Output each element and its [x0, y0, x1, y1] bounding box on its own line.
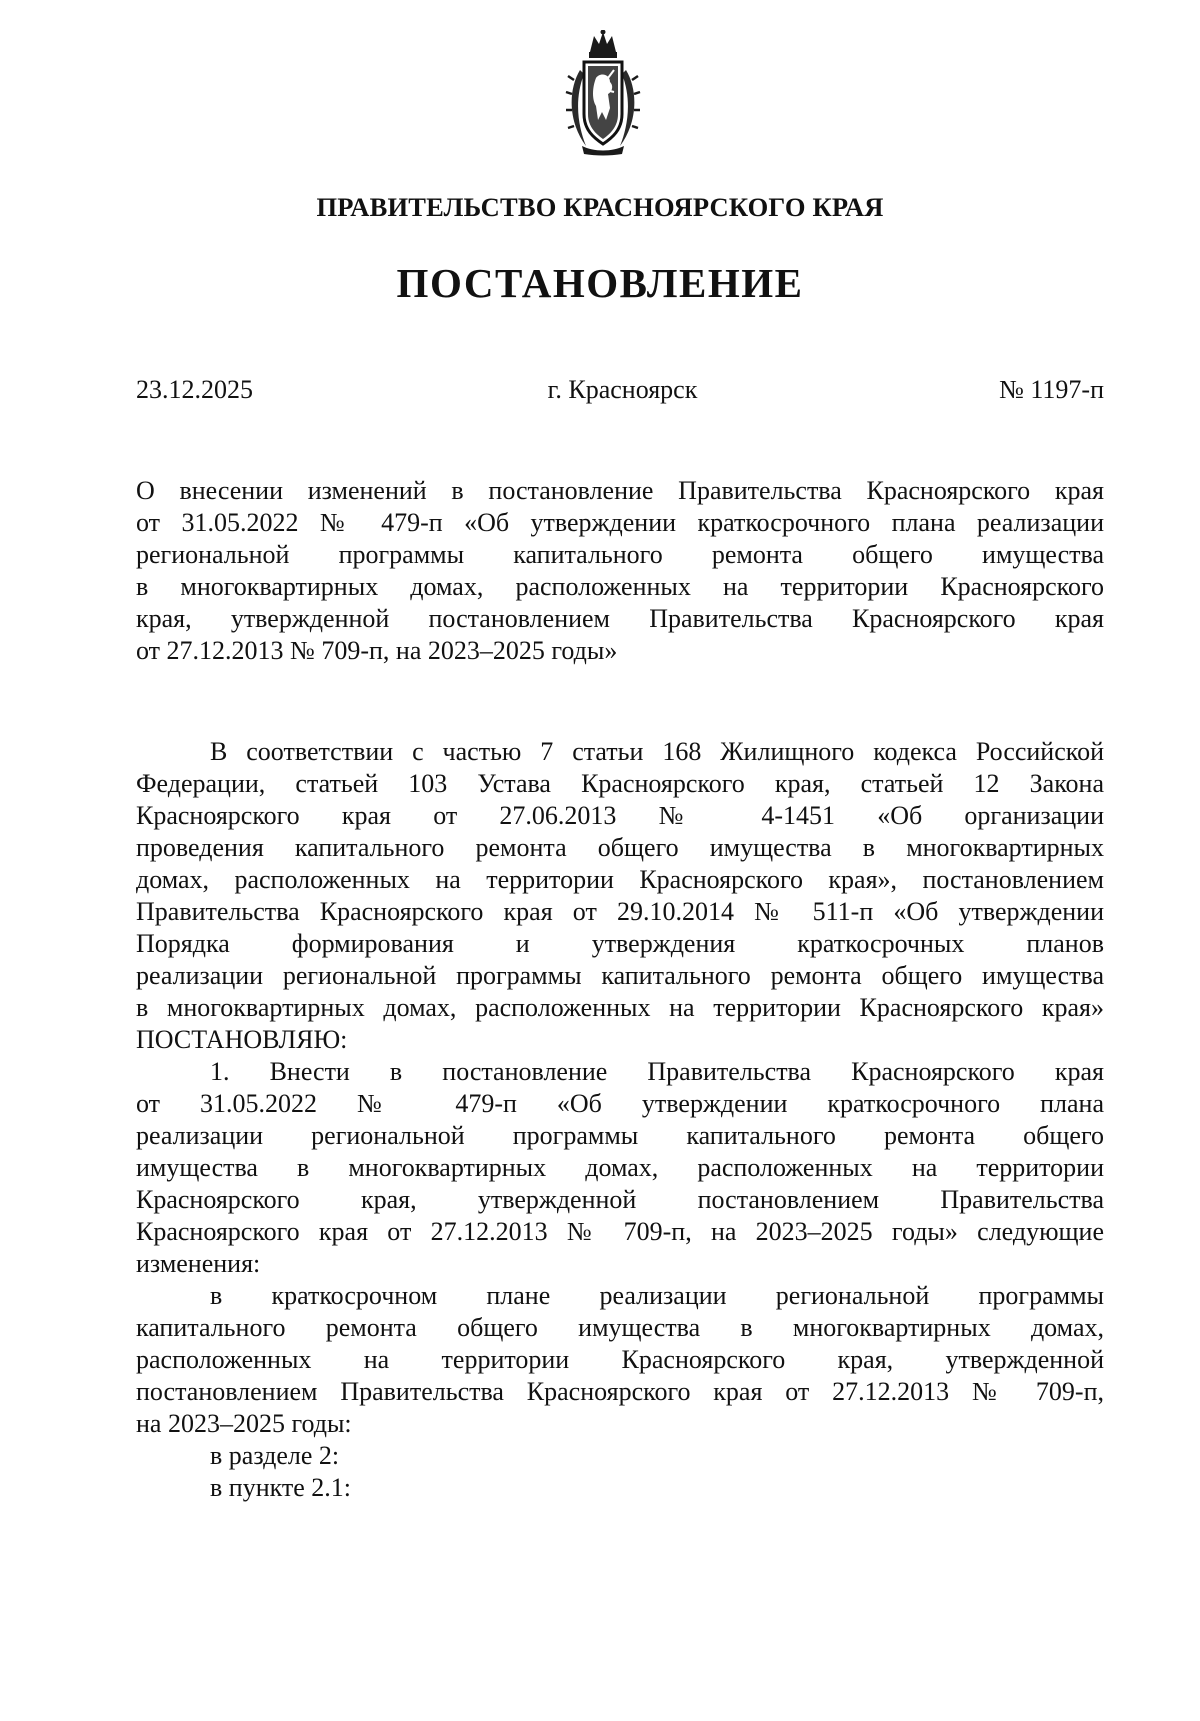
preamble-line: Правительства Красноярского края от 29.10.2014 № 511-п «Об утверждении	[136, 897, 1104, 926]
title-line: от 31.05.2022 № 479-п «Об утверждении краткосрочного плана реализации	[136, 508, 1104, 537]
preamble-line: проведения капитального ремонта общего имущества в многоквартирных	[136, 833, 1104, 862]
document-date: 23.12.2025	[136, 375, 253, 404]
title-line: в многоквартирных домах, расположенных на территории Красноярского	[136, 572, 1104, 601]
preamble-line: Федерации, статьей 103 Устава Красноярского края, статьей 12 Закона	[136, 769, 1104, 798]
item-1-line: Красноярского края, утвержденной постановлением Правительства	[136, 1185, 1104, 1214]
section-ref: в разделе 2:	[210, 1441, 340, 1470]
item-1-line: от 31.05.2022 № 479-п «Об утверждении краткосрочного плана	[136, 1089, 1104, 1118]
item-1-line: реализации региональной программы капитального ремонта общего	[136, 1121, 1104, 1150]
item-1-line: 1. Внести в постановление Правительства Красноярского края	[210, 1057, 1104, 1086]
organization-name: ПРАВИТЕЛЬСТВО КРАСНОЯРСКОГО КРАЯ	[316, 192, 884, 222]
changes-line: расположенных на территории Красноярского края, утвержденной	[136, 1345, 1104, 1374]
resolve-word: ПОСТАНОВЛЯЮ:	[136, 1025, 348, 1054]
document-city: г. Красноярск	[547, 375, 698, 404]
title-line: от 27.12.2013 № 709-п, на 2023–2025 годы»	[136, 636, 618, 665]
title-line: края, утвержденной постановлением Правительства Красноярского края	[136, 604, 1104, 633]
preamble-line: Порядка формирования и утверждения краткосрочных планов	[136, 929, 1104, 958]
coat-of-arms-icon	[564, 30, 642, 156]
preamble-line: В соответствии с частью 7 статьи 168 Жилищного кодекса Российской	[210, 737, 1104, 766]
document-type: ПОСТАНОВЛЕНИЕ	[396, 260, 804, 306]
document-number: № 1197-п	[999, 375, 1104, 404]
item-1-line: имущества в многоквартирных домах, расположенных на территории	[136, 1153, 1104, 1182]
preamble-line: домах, расположенных на территории Красноярского края», постановлением	[136, 865, 1104, 894]
preamble-line: реализации региональной программы капитального ремонта общего имущества	[136, 961, 1104, 990]
title-line: региональной программы капитального ремонта общего имущества	[136, 540, 1104, 569]
clause-ref: в пункте 2.1:	[210, 1473, 352, 1502]
preamble-line: Красноярского края от 27.06.2013 № 4-1451 «Об организации	[136, 801, 1104, 830]
changes-line: капитального ремонта общего имущества в многоквартирных домах,	[136, 1313, 1104, 1342]
item-1-line: Красноярского края от 27.12.2013 № 709-п, на 2023–2025 годы» следующие	[136, 1217, 1104, 1246]
changes-line: на 2023–2025 годы:	[136, 1409, 352, 1438]
item-1-line: изменения:	[136, 1249, 261, 1278]
changes-line: в краткосрочном плане реализации региональной программы	[210, 1281, 1104, 1310]
preamble-line: в многоквартирных домах, расположенных на территории Красноярского края»	[136, 993, 1104, 1022]
changes-line: постановлением Правительства Красноярского края от 27.12.2013 № 709-п,	[136, 1377, 1104, 1406]
title-line: О внесении изменений в постановление Правительства Красноярского края	[136, 476, 1104, 505]
